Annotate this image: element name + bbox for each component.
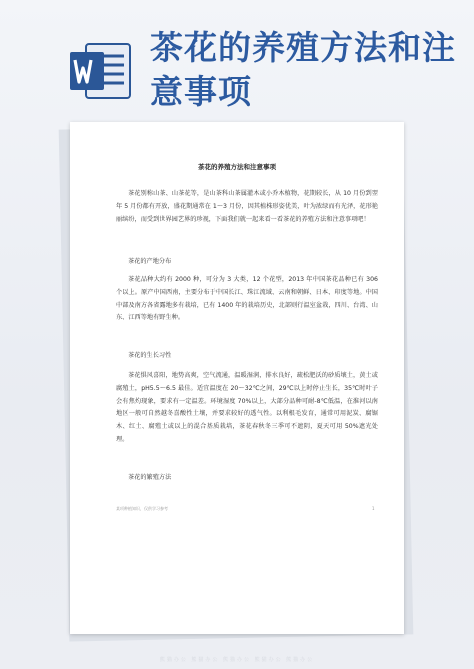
page-number: 1 <box>372 506 375 511</box>
origin-paragraph: 茶花品种大约有 2000 种，可分为 3 大类，12 个花型，2013 年中国茶花品种已有 306 个以上。原产中国西南，主要分布于中国长江、珠江流域、云南和朝鲜、日本、印度等地。中国中部及南方各省露地多有栽培，已有 1400 年的栽培历史，北部则行温室盆栽，四川、台湾、山东、江西等地有野生种。 <box>116 276 378 322</box>
intro-paragraph: 茶花别称山茶、山茶花等，是山茶科山茶属灌木或小乔木植物，花期较长，从 10 月份到翌年 5 月份都有开放，盛花期通常在 1～3 月份，因其植株形姿优美，叶为浓绿而有光泽，花形艳丽缤纷，而受到世界园艺界的珍视，下面我们就一起来看一看茶花的养殖方法和注意事项吧！ <box>116 190 378 223</box>
section-heading-origin: 茶花的产地分布 <box>128 258 172 265</box>
document-page <box>70 122 404 634</box>
microsoft-word-icon <box>68 38 134 104</box>
section-heading-propagation: 茶花的繁殖方法 <box>128 474 172 481</box>
footer-note: 某项种植知识，仅供学习参考 <box>116 506 168 511</box>
watermark: 熊猫办公 熊猫办公 熊猫办公 熊猫办公 熊猫办公 <box>159 657 315 663</box>
habits-paragraph: 茶花惧风喜阳，地势高爽，空气流通，温暖湿润，排水良好，疏松肥沃的砂质壤土，黄土或腐殖土，pH5.5～6.5 最佳。适宜温度在 20～32℃之间，29℃以上时停止生长，35℃时叶子会有焦灼现象，要求有一定温差。环境湿度 70%以上，大部分品种可耐-8℃低温，在淮河以南地区一般可自然越冬喜酸性土壤，并要求较好的透气性。以利根毛发育，通常可用泥炭、腐锯木、红土、腐殖土或以上的混合基质栽培，茶花春秋冬三季可不遮阴，夏天可用 50%遮光处理。 <box>116 372 378 443</box>
document-title: 茶花的养殖方法和注意事项 <box>198 163 276 171</box>
section-heading-habits: 茶花的生长习性 <box>128 352 172 359</box>
hero-title: 茶花的养殖方法和注意事项 <box>150 28 456 111</box>
